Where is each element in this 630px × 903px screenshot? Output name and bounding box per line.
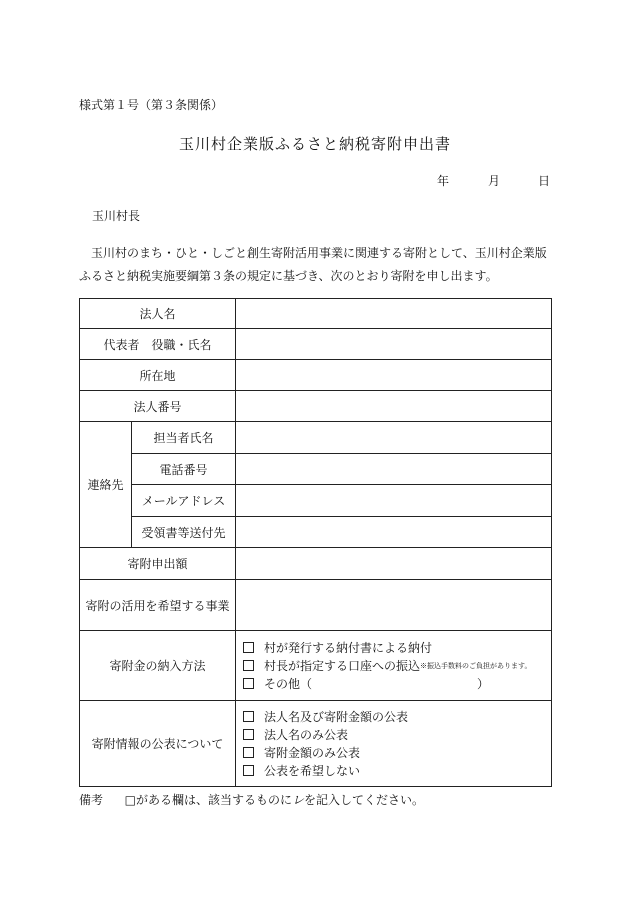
payment-option-label: その他（ [264, 676, 313, 691]
publication-option-label: 法人名のみ公表 [264, 727, 349, 742]
address-label: 所在地 [80, 360, 236, 391]
publication-options-cell [236, 701, 552, 787]
representative-label: 代表者 役職・氏名 [80, 329, 236, 360]
date-year-label: 年 [437, 174, 450, 188]
row-contact-person [80, 422, 552, 454]
form-number: 様式第１号（第３条関係） [79, 98, 224, 112]
address-field[interactable] [236, 360, 552, 391]
donation-amount-label: 寄附申出額 [80, 548, 236, 580]
receipt-address-field[interactable] [236, 517, 552, 548]
checkbox[interactable] [243, 765, 254, 776]
row-representative [80, 329, 552, 360]
payment-option-other[interactable] [243, 675, 551, 693]
email-label: メールアドレス [132, 485, 236, 517]
corporate-name-label: 法人名 [80, 299, 236, 329]
contact-label: 連絡先 [80, 422, 132, 548]
project-field[interactable] [236, 580, 552, 631]
payment-method-label: 寄附金の納入方法 [80, 631, 236, 701]
remarks-line [79, 791, 424, 808]
payment-option-label: 村が発行する納付書による納付 [264, 640, 433, 655]
publication-option-none[interactable] [243, 762, 551, 780]
publication-option-name-and-amount[interactable] [243, 708, 551, 726]
publication-option-amount-only[interactable] [243, 744, 551, 762]
contact-person-label: 担当者氏名 [132, 422, 236, 454]
checkbox[interactable] [243, 678, 254, 689]
remarks-label: 備考 [79, 793, 104, 807]
row-receipt-address [80, 517, 552, 548]
row-payment-method [80, 631, 552, 701]
row-corporate-number [80, 391, 552, 422]
publication-label: 寄附情報の公表について [80, 701, 236, 787]
other-close-paren: ） [477, 676, 490, 691]
project-label: 寄附の活用を希望する事業 [80, 580, 236, 631]
payment-option-label: 村長が指定する口座への振込 [264, 658, 421, 673]
checkbox[interactable] [243, 729, 254, 740]
publication-option-label: 法人名及び寄附金額の公表 [264, 709, 409, 724]
corporate-number-label: 法人番号 [80, 391, 236, 422]
date-month-label: 月 [488, 174, 501, 188]
row-address [80, 360, 552, 391]
payment-option-invoice[interactable] [243, 639, 551, 657]
remarks-text-after: を記入してください。 [304, 793, 425, 807]
row-publication [80, 701, 552, 787]
row-corporate-name [80, 299, 552, 329]
receipt-address-label: 受領書等送付先 [132, 517, 236, 548]
phone-label: 電話番号 [132, 454, 236, 485]
row-donation-amount [80, 548, 552, 580]
checkbox[interactable] [243, 642, 254, 653]
publication-option-label: 寄附金額のみ公表 [264, 745, 361, 760]
addressee: 玉川村長 [92, 209, 141, 223]
donation-amount-field[interactable] [236, 548, 552, 580]
publication-option-label: 公表を希望しない [264, 763, 361, 778]
phone-field[interactable] [236, 454, 552, 485]
payment-options-cell [236, 631, 552, 701]
document-title: 玉川村企業版ふるさと納税寄附申出書 [178, 135, 451, 153]
transfer-fee-note: ※振込手数料のご負担があります。 [420, 661, 532, 670]
checkbox[interactable] [243, 747, 254, 758]
date-day-label: 日 [538, 174, 551, 188]
publication-option-name-only[interactable] [243, 726, 551, 744]
email-field[interactable] [236, 485, 552, 517]
contact-person-field[interactable] [236, 422, 552, 454]
corporate-number-field[interactable] [236, 391, 552, 422]
row-project [80, 580, 552, 631]
application-form-table [79, 298, 552, 787]
checkbox[interactable] [243, 711, 254, 722]
corporate-name-field[interactable] [236, 299, 552, 329]
row-contact-email [80, 485, 552, 517]
payment-option-transfer[interactable] [243, 657, 551, 675]
checkbox[interactable] [243, 660, 254, 671]
check-mark-icon: レ [292, 793, 305, 807]
body-text: 玉川村のまち・ひと・しごと創生寄附活用事業に関連する寄附として、玉川村企業版ふるさと納税実施要綱第３条の規定に基づき、次のとおり寄附を申し出ます。 [79, 246, 547, 283]
row-contact-phone [80, 454, 552, 485]
remarks-text-before: □がある欄は、該当するものに [124, 793, 293, 807]
representative-field[interactable] [236, 329, 552, 360]
